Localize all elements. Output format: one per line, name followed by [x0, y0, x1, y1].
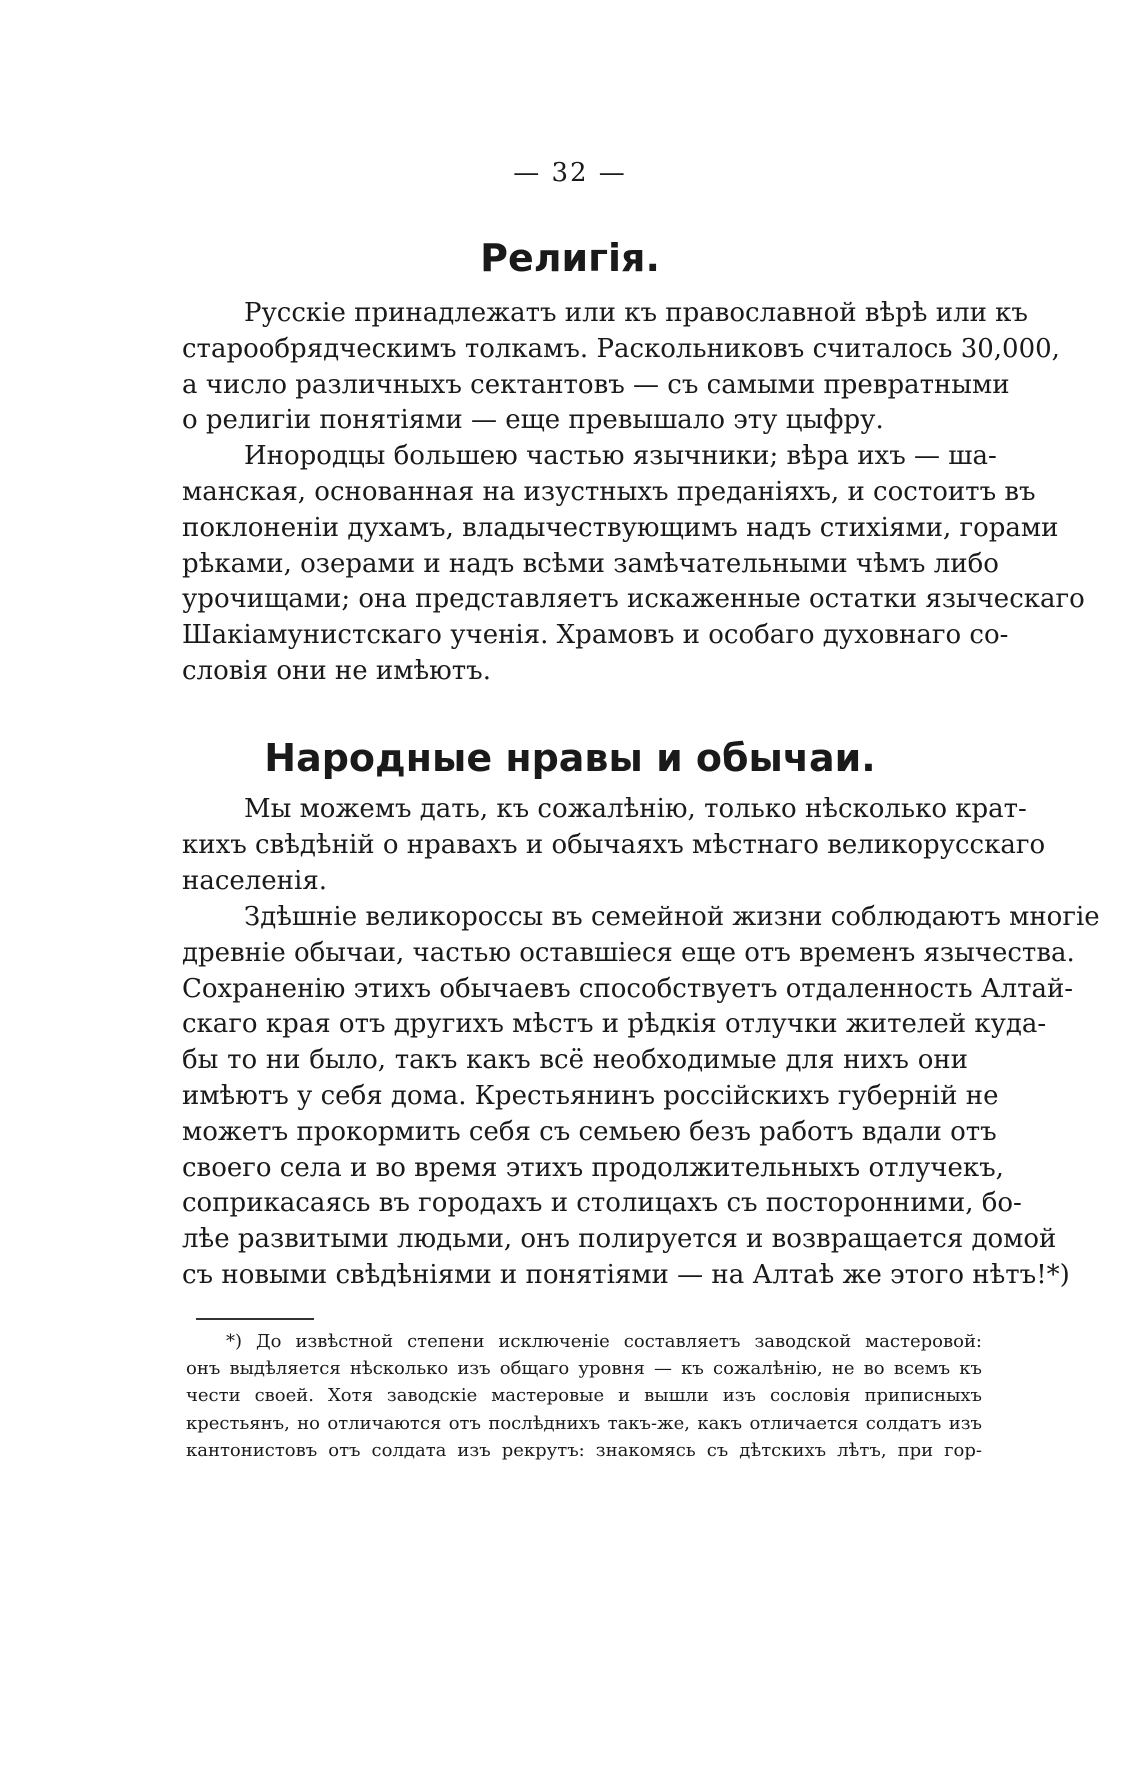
- text-line: можетъ прокормить себя съ семьею безъ работъ вдали отъ: [182, 1116, 997, 1147]
- text-line: соприкасаясь въ городахъ и столицахъ съ посторонними, бо-: [182, 1188, 1022, 1219]
- religion-text: [182, 296, 1085, 690]
- text-line: бы то ни было, такъ какъ всё необходимые для нихъ они: [182, 1045, 968, 1076]
- section-heading-customs: Народные нравы и обычаи.: [264, 736, 876, 780]
- text-line: имѣютъ у себя дома. Крестьянинъ россійскихъ губерній не: [182, 1080, 999, 1111]
- footnote-line: кантонистовъ отъ солдата изъ рекрутъ: знакомясь съ дѣтскихъ лѣтъ, при гор-: [186, 1439, 982, 1461]
- text-line: поклоненіи духамъ, владычествующимъ надъ стихіями, горами: [182, 512, 1059, 543]
- page-number: — 32 —: [513, 158, 627, 188]
- text-line: о религіи понятіями — еще превышало эту цыфру.: [182, 405, 884, 436]
- text-line: своего села и во время этихъ продолжительныхъ отлучекъ,: [182, 1152, 1004, 1183]
- text-line: лѣе развитыми людьми, онъ полируется и возвращается домой: [182, 1224, 1057, 1255]
- customs-intro-text: [182, 792, 1046, 899]
- text-line: урочищами; она представляетъ искаженные остатки языческаго: [182, 584, 1085, 615]
- section-heading-religion: Религія.: [480, 236, 660, 280]
- text-line: Русскіе принадлежатъ или къ православной вѣрѣ или къ: [244, 298, 1028, 328]
- footnote: [186, 1328, 982, 1464]
- text-line: Мы можемъ дать, къ сожалѣнію, только нѣсколько крат-: [244, 794, 1027, 824]
- text-line: населенія.: [182, 865, 327, 896]
- text-line: Шакіамунистскаго ученія. Храмовъ и особаго духовнаго со-: [182, 620, 1009, 651]
- footnote-line: крестьянъ, но отличаются отъ послѣднихъ такъ-же, какъ отличается солдатъ изъ: [186, 1412, 982, 1434]
- text-line: словія они не имѣютъ.: [182, 655, 491, 686]
- text-line: скаго края отъ другихъ мѣстъ и рѣдкія отлучки жителей куда-: [182, 1009, 1047, 1040]
- text-line: древніе обычаи, частью оставшіеся еще отъ временъ язычества.: [182, 937, 1075, 968]
- text-line: Инородцы большею частью язычники; вѣра ихъ — ша-: [244, 441, 997, 472]
- text-line: Сохраненію этихъ обычаевъ способствуетъ отдаленность Алтай-: [182, 973, 1074, 1004]
- text-line: Здѣшніе великороссы въ семейной жизни соблюдаютъ многіе: [244, 902, 1100, 932]
- footnote-line: чести своей. Хотя заводскіе мастеровые и вышли изъ сословія приписныхъ: [186, 1385, 982, 1407]
- footnote-line: онъ выдѣляется нѣсколько изъ общаго уровня — къ сожалѣнію, не во всемъ къ: [186, 1358, 982, 1380]
- text-line: манская, основанная на изустныхъ преданіяхъ, и состоитъ въ: [182, 476, 1036, 507]
- customs-body-text: [182, 900, 1100, 1294]
- text-line: кихъ свѣдѣній о нравахъ и обычаяхъ мѣстнаго великорусскаго: [182, 829, 1046, 860]
- footnote-divider: [196, 1318, 314, 1320]
- text-line: рѣками, озерами и надъ всѣми замѣчательными чѣмъ либо: [182, 548, 999, 579]
- text-line: а число различныхъ сектантовъ — съ самыми превратными: [182, 369, 1010, 400]
- footnote-line: *) До извѣстной степени исключеніе составляетъ заводской мастеровой:: [226, 1331, 982, 1352]
- text-line: старообрядческимъ толкамъ. Раскольниковъ считалось 30,000,: [182, 333, 1060, 364]
- text-line: съ новыми свѣдѣніями и понятіями — на Алтаѣ же этого нѣтъ!*): [182, 1259, 1070, 1290]
